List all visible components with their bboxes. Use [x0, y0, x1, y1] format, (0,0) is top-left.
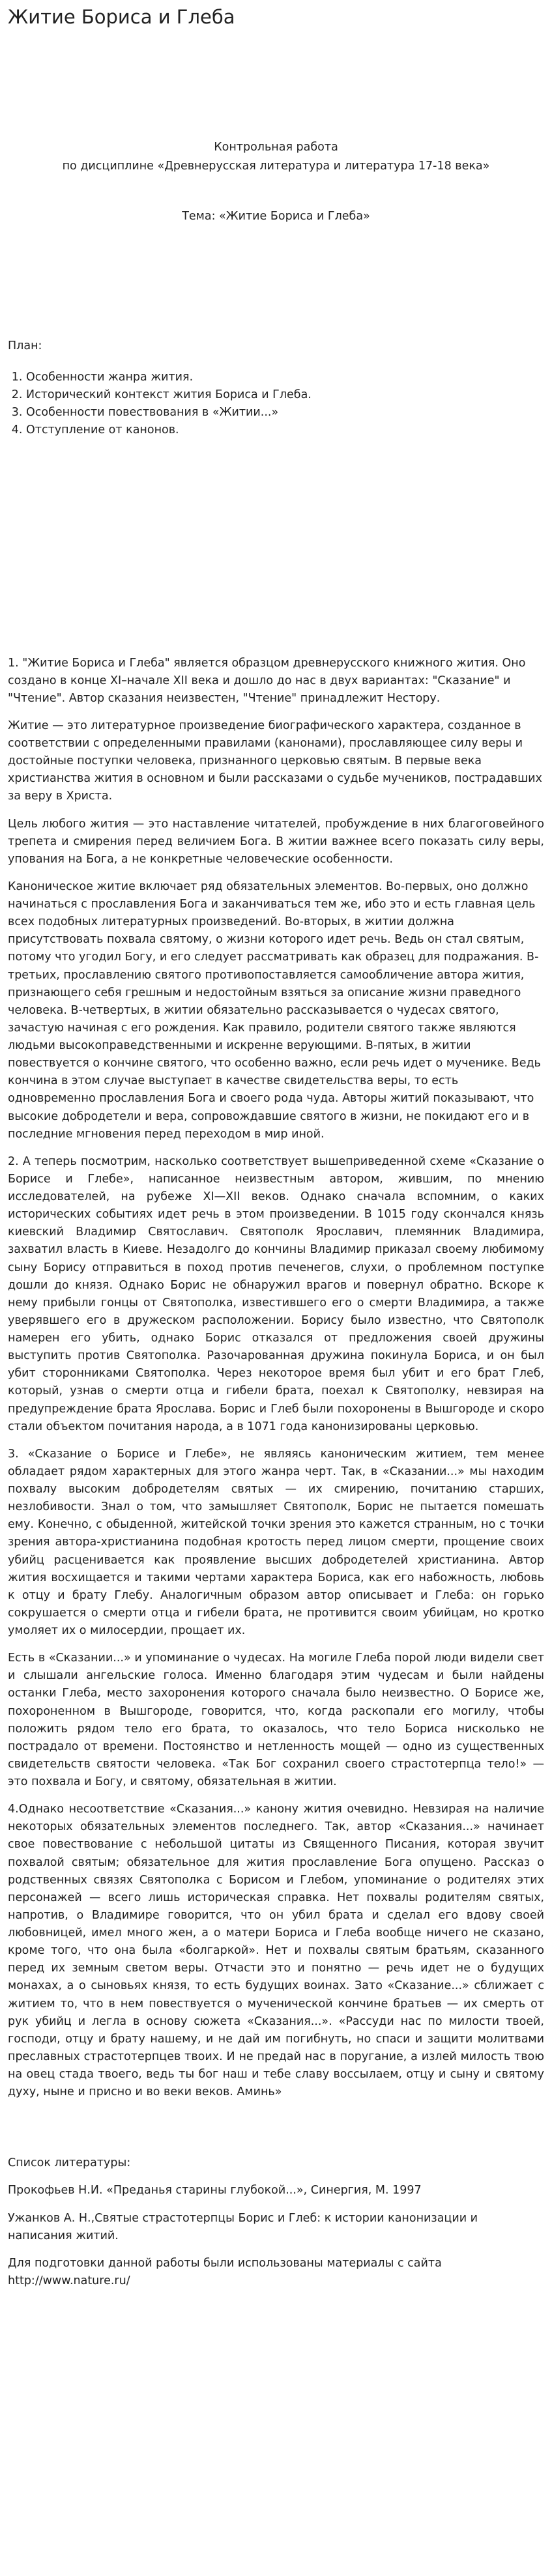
references [8, 2154, 544, 2290]
plan-item: 4. Отступление от канонов. [26, 422, 544, 439]
work-type: Контрольная работа [214, 141, 338, 154]
paragraph-deviations: 4.Однако несоответствие «Сказания...» канону жития очевидно. Невзирая на наличие некоторых обязательных элементов последнего. Так, автор «Сказания...» начинает свое повествование с небольшой цитаты из Священного Писания, которая звучит похвалой святым; обязательное для жития прославление Бога опущено. Рассказ о родственных связях Святополка с Борисом и Глебом, упоминание о родителях этих персонажей — всего лишь историческая справка. Нет похвалы родителям святых, напротив, о Владимире говорится, что он убил брата и сделал его вдову своей любовницей, имел много жен, а о матери Бориса и Глеба вообще ничего не сказано, кроме того, что она была «болгаркой». Нет и похвалы святым братьям, сказанного перед их земным светом веры. Отчасти это и понятно — речь идет не о будущих монахах, а о сыновьях князя, то есть будущих воинах. Зато «Сказание...» сближает с житием то, что в нем повествуется о мученической кончине братьев — их смерть от рук убийц и легла в основу сюжета «Сказания...». «Рассуди нас по милости твоей, господи, отцу и брату нашему, и не дай им погибнуть, но спаси и защити молитвами преславных страстотерпцев твоих. И не предай нас в поругание, а излей милость твою на овец стада твоего, ведь ты бог наш и тебе славу воссылаем, отцу и сыну и святому духу, ныне и присно и во веки веков. Аминь» [8, 1803, 544, 2099]
discipline: по дисциплине «Древнерусская литература и литература 17-18 века» [62, 160, 490, 173]
topic: Тема: «Житие Бориса и Глеба» [182, 210, 370, 223]
paragraph-miracles: Есть в «Сказании...» и упоминание о чудесах. На могиле Глеба порой люди видели свет и слышали ангельские голоса. Именно благодаря этим чудесам и были найдены останки Глеба, место захоронения которого сначала было неизвестно. О Борисе же, похороненном в Вышгороде, говорится, что, когда раскопали его могилу, чтобы положить рядом тело его брата, то оказалось, что тело Бориса нисколько не пострадало от времени. Постоянство и нетленность мощей — одно из существенных свидетельств святости человека. «Так Бог сохранил своего страстотерпца тело!» — это похвала и Богу, и святому, обязательная в житии. [8, 1652, 544, 1788]
reference-item: Для подготовки данной работы были использованы материалы с сайта http://www.nature.ru/ [8, 2256, 442, 2287]
paragraph-purpose: Цель любого жития — это наставление читателей, пробуждение в них благоговейного трепета и смирения перед величием Бога. В житии важнее всего показать силу веры, упования на Бога, а не конкретные человеческие особенности. [8, 817, 544, 866]
paragraph-history: 2. А теперь посмотрим, насколько соответствует вышеприведенной схеме «Сказание о Борисе и Глебе», написанное неизвестным автором, жившим, по мнению исследователей, на рубеже XI—XII веков. Однако сначала вспомним, о каких исторических событиях идет речь в этом произведении. В 1015 году скончался князь киевский Владимир Святославич. Святополк Ярославич, племянник Владимира, захватил власть в Киеве. Незадолго до кончины Владимир приказал своему любимому сыну Борису отправиться в поход против печенегов, слухи, о проблемном поступке дошли до князя. Однако Борис не обнаружил врагов и повернул обратно. Вскоре к нему прибыли гонцы от Святополка, известившего его о смерти Владимира, а также уверявшего его в дружеском расположении. Борису было известно, что Святополк намерен его убить, однако Борис отказался от предложения своей дружины выступить против Святополка. Разочарованная дружина покинула Бориса, и он был убит сторонниками Святополка. Через некоторое время был убит и его брат Глеб, который, узнав о смерти отца и гибели брата, поехал к Святополку, невзирая на предупреждение брата Ярослава. Борис и Глеб были похоронены в Вышгороде и скоро стали объектом почитания народа, а в 1071 года канонизированы церковью. [8, 1154, 544, 1433]
plan-item: 2. Исторический контекст жития Бориса и Глеба. [26, 386, 544, 404]
paragraph-intro: 1. "Житие Бориса и Глеба" является образцом древнерусского книжного жития. Оно создано в конце XI–начале XII века и дошло до нас в двух вариантах: "Сказание" и "Чтение". Автор сказания неизвестен, "Чтение" принадлежит Нестору. [8, 656, 526, 705]
paragraph-definition: Житие — это литературное произведение биографического характера, созданное в соответствии с определенными правилами (канонами), прославляющее силу веры и достойные поступки человека, признанного церковью святым. В первые века христианства жития в основном и были рассказами о судьбе мучеников, пострадавших за веру в Христа. [8, 719, 542, 803]
plan-label: План: [8, 339, 42, 353]
reference-item: Ужанков А. Н.,Святые страстотерпцы Борис и Глеб: к истории канонизации и написания житий. [8, 2211, 478, 2242]
page-title: Житие Бориса и Глеба [8, 6, 235, 28]
body-text [8, 655, 544, 2102]
paragraph-features: 3. «Сказание о Борисе и Глебе», не являясь каноническим житием, тем менее обладает рядом характерных для этого жанра черт. Так, в «Сказании...» мы находим похвалу высоким добродетелям святых — их смирению, почитанию старших, незлобивости. Знал о том, что замышляет Святополк, Борис не пытается помешать ему. Конечно, с обыденной, житейской точки зрения это кажется странным, но с точки зрения автора-христианина подобная кротость перед лицом смерти, прощение своих убийц расценивается как проявление высших добродетелей христианина. Автор жития восхищается и такими чертами характера Бориса, как его набожность, любовь к отцу и брату Глебу. Аналогичным образом автор описывает и Глеба: он горько сокрушается о смерти отца и гибели брата, не противится своим убийцам, но кротко умоляет их о милосердии, прощает их. [8, 1447, 544, 1637]
paragraph-canon: Каноническое житие включает ряд обязательных элементов. Во-первых, оно должно начинаться с прославления Бога и заканчиваться тем же, ибо это и есть главная цель всех подобных литературных произведений. Во-вторых, в житии должна присутствовать похвала святому, о жизни которого идет речь. Ведь он стал святым, потому что угодил Богу, и его следует рассматривать как образец для подражания. В-третьих, прославлению святого противопоставляется самообличение автора жития, признающего себя грешным и недостойным взяться за описание жизни праведного человека. В-четвертых, в житии обязательно рассказывается о чудесах святого, зачастую начиная с его рождения. Как правило, родители святого также являются людьми высокоправедственными и искренне верующими. В-пятых, в житии повествуется о кончине святого, что особенно важно, если речь идет о мученике. Ведь кончина в этом случае выступает в качестве свидетельства веры, то есть одновременно прославления Бога и своего рода чуда. Авторы житий показывают, что высокие добродетели и вера, сопровождавшие святого в жизни, не покидают его и в последние мгновения перед переходом в мир иной. [8, 880, 541, 1141]
plan-list [8, 369, 544, 439]
plan-item: 1. Особенности жанра жития. [26, 369, 544, 386]
references-label: Список литературы: [8, 2156, 131, 2170]
reference-item: Прокофьев Н.И. «Преданья старины глубокой...», Синергия, М. 1997 [8, 2184, 422, 2197]
plan-item: 3. Особенности повествования в «Житии...» [26, 404, 544, 422]
